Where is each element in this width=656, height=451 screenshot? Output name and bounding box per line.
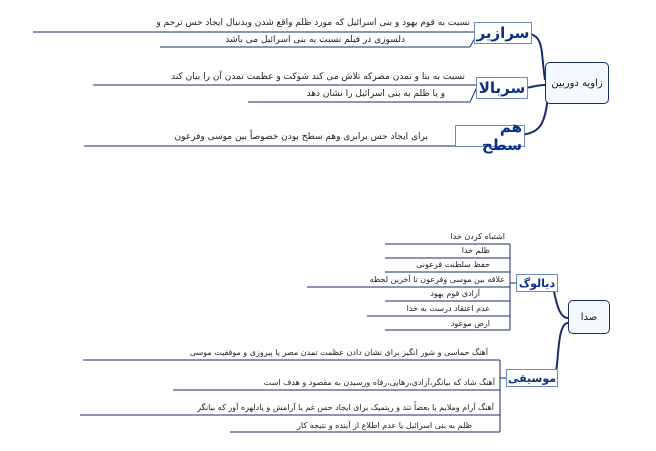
branch-item-text: نسبت به قوم یهود و بنی اسرائیل که مورد ظلم واقع شدن وبدنبال ایجاد حس ترحم و [156,18,470,28]
branch-item-text: نسبت به بنا و تمدن مصرکه تلاش می کند شوکت و عظمت تمدن آن را بیان کند [171,72,465,82]
root-node-label: زاویه دوربین [551,77,603,89]
branch-node-sarazir[interactable]: سرازیر [474,22,532,44]
branch-node-sarbala[interactable]: سربالا [476,77,528,99]
root-node-label: صدا [580,311,598,323]
branch-item-text: آهنگ حماسی و شور انگیز برای نشان دادن عظمت تمدن مصر یا پیروزی و موفقیت موسی [189,348,488,357]
branch-node-music[interactable]: موسیقی [506,369,558,387]
branch-item-text: ظلم به بنی اسرائیل یا عدم اطلاع از آینده و نتیجه کار [297,421,472,430]
root-node-sound[interactable] [568,300,610,334]
branch-item-text: حفظ سلطنت فرعونی [416,260,490,269]
branch-item-text: برای ایجاد حس برابری وهم سطح بودن خصوصاً بین موسی وفرعون [174,132,428,142]
branch-item-text: ظلم خدا [461,246,490,255]
root-node-camera-angle[interactable] [545,62,609,104]
branch-item-text: دلسوزی در فیلم نسبت به بنی اسرائیل می باشد [225,35,405,45]
branch-item-text: آهنگ شاد که بیانگر،آزادی،رهایی،رفاه ورسیدن به مقصود و هدف است [263,378,495,387]
branch-node-hamsath[interactable]: هم سطح [455,125,525,147]
branch-node-dialog[interactable]: دیالوگ [516,274,558,292]
branch-item-text: عدم اعتقاد درست به خدا [406,304,490,313]
branch-item-text: اشتباه کردن خدا [450,232,505,241]
branch-item-text: آهنگ آرام وملایم یا بعضاً تند و ریتمیک برای ایجاد حس غم یا آرامش و یادلهره آور که بیانگر [197,403,494,412]
branch-item-text: علاقه بین موسی وفرعون تا آخرین لحظه [369,275,505,284]
branch-item-text: و یا ظلم به بنی اسرائیل را نشان دهد [306,89,445,99]
branch-item-text: ارض موعود [450,319,490,328]
branch-item-text: آزادی قوم یهود [430,289,480,298]
